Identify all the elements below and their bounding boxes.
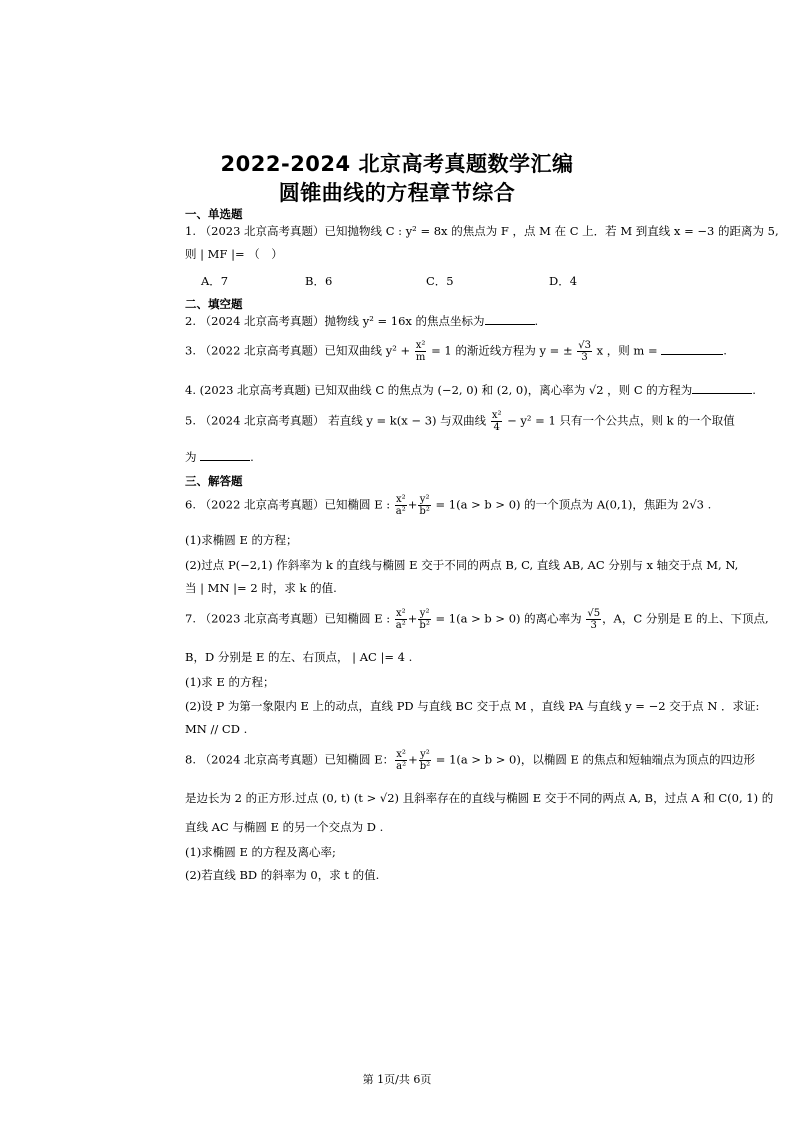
question-6-stem: 6. （2022 北京高考真题）已知椭圆 E : (185, 497, 394, 512)
question-6: 6. （2022 北京高考真题）已知椭圆 E : $\frac{\text{x²}}{\text{a²}}$ + $\frac{\text{y²}}{\text{b²}}$ = 1(a > b > 0) 的一个顶点为 A(0,1)，焦距为 2√3 . (185, 494, 712, 517)
fraction-numerator: x² (491, 410, 502, 421)
fraction (395, 494, 407, 517)
fraction-denominator: b² (419, 761, 431, 772)
fraction-numerator: y² (419, 608, 430, 619)
fraction-denominator: 3 (581, 352, 588, 363)
page-number: 第 1页/共 6页 (362, 1073, 432, 1086)
fraction (415, 340, 427, 363)
question-3-end: . (723, 343, 727, 358)
question-5-suffix: − y² = 1 只有一个公共点，则 k 的一个取值 (503, 413, 735, 428)
question-7-stem: 7. （2023 北京高考真题）已知椭圆 E : (185, 611, 394, 626)
question-1-option-a: A．7 (201, 274, 229, 288)
question-6-suffix: = 1(a > b > 0) 的一个顶点为 A(0,1)，焦距为 2√3 . (431, 497, 712, 512)
fraction (395, 749, 407, 772)
question-5-end: . (250, 450, 254, 464)
question-7-part-2-continued: MN // CD . (185, 722, 248, 736)
fraction-numerator: x² (395, 494, 406, 505)
question-2-stem: 2. （2024 北京高考真题）抛物线 y² = 16x 的焦点坐标为 (185, 314, 485, 328)
fraction-numerator: √5 (587, 608, 601, 619)
question-6-part-2: (2)过点 P(−2,1) 作斜率为 k 的直线与椭圆 E 交于不同的两点 B, C, 直线 AB, AC 分别与 x 轴交于点 M, N, (185, 558, 739, 572)
question-5-continued (185, 449, 254, 465)
fraction (395, 608, 407, 631)
fraction-denominator: a² (395, 506, 406, 517)
fraction (577, 340, 592, 363)
answer-blank (200, 450, 250, 461)
answer-blank (485, 314, 535, 325)
question-3-middle: = 1 的渐近线方程为 y = ± (427, 343, 577, 358)
question-1-stem-continued: 则 | MF |= （ ） (185, 247, 283, 261)
fraction (418, 494, 430, 517)
fraction-numerator: x² (395, 608, 406, 619)
fraction-denominator: b² (419, 506, 430, 517)
question-8-continued-2: 直线 AC 与椭圆 E 的另一个交点为 D . (185, 820, 384, 834)
question-7-suffix: ，A，C 分别是 E 的上、下顶点, (602, 611, 769, 626)
fraction-numerator: x² (396, 749, 406, 760)
question-2 (185, 313, 538, 329)
question-8-continued: 是边长为 2 的正方形.过点 (0, t) (t > √2) 且斜率存在的直线与椭圆 E 交于不同的两点 A, B，过点 A 和 C(0, 1) 的 (185, 791, 774, 805)
section-heading-solution: 三、解答题 (185, 474, 243, 488)
question-1-option-c: C．5 (426, 274, 454, 288)
fraction-numerator: x² (415, 340, 426, 351)
question-4-stem: 4. (2023 北京高考真题) 已知双曲线 C 的焦点为 (−2, 0) 和 (2, 0)，离心率为 √2 ，则 C 的方程为 (185, 383, 693, 397)
question-4-end: . (752, 383, 756, 397)
fraction-numerator: y² (419, 494, 430, 505)
answer-blank (692, 383, 752, 394)
document-title: 2022-2024 北京高考真题数学汇编 (220, 152, 574, 176)
question-7: 7. （2023 北京高考真题）已知椭圆 E : $\frac{\text{x²}}{\text{a²}}$ + $\frac{\text{y²}}{\text{b²}}$ = 1(a > b > 0) 的离心率为 $\frac{√5}{3}$ ，A，C 分别是 E 的上、下顶点, (185, 608, 769, 631)
question-6-part-2-continued: 当 | MN |= 2 时，求 k 的值. (185, 581, 337, 595)
fraction (491, 410, 503, 433)
question-4 (185, 382, 756, 398)
question-3-suffix: x ，则 m = (592, 343, 662, 358)
answer-blank (661, 344, 723, 355)
question-5 (185, 410, 735, 433)
fraction (586, 608, 601, 631)
question-1-option-b: B．6 (305, 274, 333, 288)
question-8-part-1: (1)求椭圆 E 的方程及离心率; (185, 845, 336, 859)
question-7-part-1: (1)求 E 的方程； (185, 675, 275, 689)
fraction (419, 749, 431, 772)
question-2-end: . (534, 314, 539, 328)
fraction-denominator: 3 (590, 620, 597, 631)
fraction-denominator: 4 (493, 422, 500, 433)
question-5-line2: 为 (185, 450, 201, 464)
question-7-part-2: (2)设 P 为第一象限内 E 上的动点，直线 PD 与直线 BC 交于点 M ，直线 PA 与直线 y = −2 交于点 N ．求证: (185, 699, 760, 713)
question-7-continued: B，D 分别是 E 的左、右顶点， | AC |= 4 . (185, 650, 413, 664)
fraction-numerator: √3 (578, 340, 591, 351)
question-3-stem: 3. （2022 北京高考真题）已知双曲线 y² + (185, 343, 414, 358)
question-8-stem: 8. （2024 北京高考真题）已知椭圆 E： (185, 752, 395, 767)
fraction-denominator: a² (396, 761, 407, 772)
question-7-middle: = 1(a > b > 0) 的离心率为 (431, 611, 586, 626)
fraction-numerator: y² (420, 749, 430, 760)
question-1-option-d: D．4 (549, 274, 578, 288)
question-3 (185, 340, 727, 363)
question-8: 8. （2024 北京高考真题）已知椭圆 E： $\frac{\text{x²}}{\text{a²}}$ + $\frac{\text{y²}}{\text{b²}}$ = 1(a > b > 0)，以椭圆 E 的焦点和短轴端点为顶点的四边形 (185, 749, 756, 772)
fraction-denominator: m (415, 352, 426, 363)
fraction (418, 608, 430, 631)
section-heading-single-choice: 一、单选题 (185, 207, 243, 221)
question-6-part-1: (1)求椭圆 E 的方程； (185, 533, 298, 547)
question-5-stem: 5. （2024 北京高考真题） 若直线 y = k(x − 3) 与双曲线 (185, 413, 490, 428)
question-8-part-2: (2)若直线 BD 的斜率为 0，求 t 的值. (185, 868, 380, 882)
question-1-stem: 1. （2023 北京高考真题）已知抛物线 C : y² = 8x 的焦点为 F ，点 M 在 C 上．若 M 到直线 x = −3 的距离为 5, (185, 224, 779, 238)
fraction-denominator: b² (419, 620, 430, 631)
fraction-denominator: a² (395, 620, 406, 631)
document-subtitle: 圆锥曲线的方程章节综合 (278, 181, 516, 205)
question-8-suffix: = 1(a > b > 0)，以椭圆 E 的焦点和短轴端点为顶点的四边形 (432, 752, 756, 767)
section-heading-fill-in: 二、填空题 (185, 297, 243, 311)
